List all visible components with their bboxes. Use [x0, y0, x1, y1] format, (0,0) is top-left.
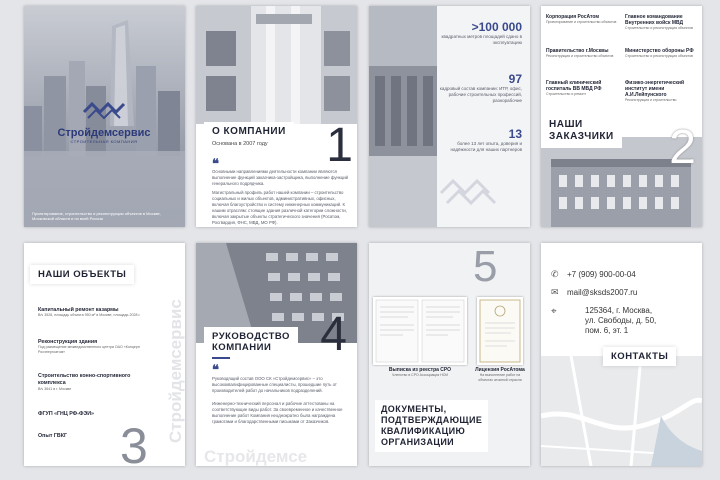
cover-brand: Стройдемсервис [57, 127, 151, 139]
cover-card [24, 6, 185, 227]
client-name: Правительство г.Москвы [546, 48, 609, 54]
docs-title-line3: КВАЛИФИКАЦИЮ [381, 426, 466, 436]
logo-icon [82, 98, 126, 120]
object-name: Реконструкция здания [38, 339, 98, 345]
object-name: Строительство конно-спортивного комплекса [38, 373, 131, 386]
objects-title-box [30, 265, 134, 284]
about-para2: Магистральный профиль работ нашей компании – строительство социальных и жилых объектов, административных, офисных, включая благоустройство и систему инженерных коммуникаций. К нашим отраслям: стоящие здания различной категории сложности, включая закрытые объекты стратегического значения (Росатом, Росгвардия, ФНС, МВД, МО РФ). [212, 190, 347, 225]
contact-phone-row[interactable] [551, 269, 636, 280]
contact-address [567, 306, 656, 336]
docs-title-line1: ДОКУМЕНТЫ, [381, 404, 447, 414]
management-card [196, 243, 357, 466]
object-3 [38, 373, 156, 392]
contact-email[interactable]: mail@sksds2007.ru [567, 288, 638, 297]
contact-address-row [551, 306, 656, 336]
cover-brand-sub: СТРОИТЕЛЬНАЯ КОМПАНИЯ [70, 139, 138, 144]
stats-item-2 [436, 72, 522, 104]
client-4 [625, 48, 699, 59]
client-desc: Строительство и реконструкция объектов [625, 26, 693, 30]
object-desc: В/ч 3641 в г. Москве [38, 387, 72, 391]
object-desc: В/ч 3526, площадь объекта 950 м² в Москве, площадь 2028 г. [38, 313, 141, 317]
objects-title: НАШИ ОБЪЕКТЫ [38, 269, 127, 280]
stats-value-2: 97 [508, 72, 522, 86]
phone-icon: ✆ [551, 269, 559, 279]
management-title-box [204, 327, 298, 357]
clients-title-line1: НАШИ [549, 119, 583, 130]
contacts-map[interactable] [541, 356, 702, 466]
client-2 [625, 14, 699, 31]
doc-1-desc: Членство в СРО Ассоциация НОИ [392, 373, 448, 377]
objects-vertical-brand: Стройдемсервис [166, 299, 185, 443]
management-para2: Инженерно-технический персонал и рабочие аттестованы на соответствующие виды работ. За своевременное и качественное выполнение работ Компания неоднократно была награждена грамотами и благодарственными письмами от Заказчиков. [212, 401, 343, 424]
stats-item-3 [436, 127, 522, 153]
object-2 [38, 339, 156, 354]
stats-card [369, 6, 530, 227]
client-1 [546, 14, 618, 25]
doc-2-caption [473, 367, 527, 382]
object-desc: Под размещение межведомственного центра ОАО «Концерн Росэнергоатом» [38, 345, 140, 354]
stats-value-3: 13 [508, 127, 522, 141]
docs-card [369, 243, 530, 466]
client-desc: Реконструкция и строительство [625, 98, 677, 102]
client-3 [546, 48, 618, 59]
address-line3: пом. 6, эт. 1 [585, 326, 629, 335]
stats-logo-watermark-icon [439, 171, 499, 211]
address-line2: ул. Свободы, д. 50, [585, 316, 657, 325]
certificate-icon [477, 297, 523, 365]
management-title-line2: КОМПАНИИ [212, 342, 272, 353]
email-icon: ✉ [551, 287, 559, 297]
object-4 [38, 411, 156, 417]
doc-2-title: Лицензия РосАтома [475, 367, 525, 373]
location-pin-icon: ⌖ [551, 306, 557, 317]
about-building-photo [196, 6, 357, 124]
docs-title-line2: ПОДТВЕРЖДАЮЩИЕ [381, 415, 483, 425]
about-subtitle: Основана в 2007 году [212, 141, 268, 147]
object-name: Опыт ГВКГ [38, 433, 67, 439]
about-quote-icon: ❝ [212, 156, 219, 171]
docs-number: 5 [473, 243, 498, 291]
client-desc: Реконструкция и строительство объектов [546, 54, 614, 58]
contacts-title-box [603, 347, 676, 366]
client-desc: Строительство и ремонт [546, 92, 587, 96]
clients-card [541, 6, 702, 227]
client-5 [546, 80, 620, 97]
cover-logo [54, 98, 154, 144]
contacts-card [541, 243, 702, 466]
doc-1-title: Выписка из реестра СРО [388, 367, 452, 373]
management-para1: Руководящий состав ООО СК «Стройдемсервис» – это высококвалифицированные специалисты, прошедшие путь от производителей работ до начальников подразделений. [212, 376, 337, 393]
client-desc: Проектирование и строительство объектов [546, 20, 617, 24]
management-quote-icon: ❝ [212, 362, 219, 377]
client-name: Министерство обороны РФ [625, 48, 694, 54]
contact-phone[interactable]: +7 (909) 900-00-04 [567, 270, 636, 279]
object-name: Капитальный ремонт казармы [38, 307, 119, 313]
object-1 [38, 307, 156, 318]
object-name: ФГУП «ГНЦ РФ-ФЭИ» [38, 411, 95, 417]
document-icon [373, 297, 467, 365]
stats-label-1: квадратных метров площадей сдано в эксплуатацию [441, 34, 522, 45]
client-name: Корпорация РосАтом [546, 14, 600, 20]
doc-2-desc: На выполнение работ на объектах атомной отрасли [478, 373, 522, 382]
about-title: О КОМПАНИИ [212, 126, 286, 137]
management-title-line1: РУКОВОДСТВО [212, 331, 290, 342]
doc-1-caption [373, 367, 467, 377]
docs-title-line4: ОРГАНИЗАЦИИ [381, 437, 455, 447]
stats-label-2: кадровый состав компании: ИТР, офис, рабочие строительных профессий, разнорабочие [439, 86, 522, 103]
doc-1-image [373, 297, 467, 365]
doc-2-image [477, 297, 523, 365]
contacts-title: КОНТАКТЫ [611, 351, 669, 362]
cover-description: Проектирование, строительство и реконструкция объектов в Москве, Московской области и по всей России [32, 211, 161, 221]
clients-title-box [541, 114, 622, 148]
client-name: Главное командование Внутренних войск МВД [625, 14, 684, 26]
clients-title-line2: ЗАКАЗЧИКИ [549, 131, 614, 142]
about-para1: Основными направлениями деятельности компании являются выполнение функций заказчика-застройщика, выполнение функций генерального подрядчика. [212, 169, 349, 186]
about-title-box [204, 122, 294, 141]
about-card [196, 6, 357, 227]
client-name: Главный клинический госпиталь ВВ МВД РФ [546, 80, 602, 92]
stats-value-1: >100 000 [471, 20, 522, 34]
management-accent-line [212, 357, 230, 359]
stats-building-photo [369, 6, 437, 227]
stats-label-3: более 13 лет опыта, доверия и надёжности для наших партнеров [450, 141, 522, 152]
about-number: 1 [326, 119, 353, 172]
client-name: Физико-энергетический институт имени А.И.Лейпунского [625, 80, 685, 98]
contact-email-row[interactable] [551, 287, 637, 298]
client-desc: Строительство и реконструкция объектов [625, 54, 693, 58]
clients-number: 2 [669, 121, 696, 174]
client-6 [625, 80, 699, 103]
management-watermark: Стройдемсе [204, 447, 308, 466]
objects-number: 3 [120, 418, 148, 466]
stats-item-1 [436, 20, 522, 46]
management-number: 4 [320, 308, 347, 361]
address-line1: 125364, г. Москва, [585, 306, 653, 315]
docs-title-box [375, 400, 488, 452]
objects-card [24, 243, 185, 466]
